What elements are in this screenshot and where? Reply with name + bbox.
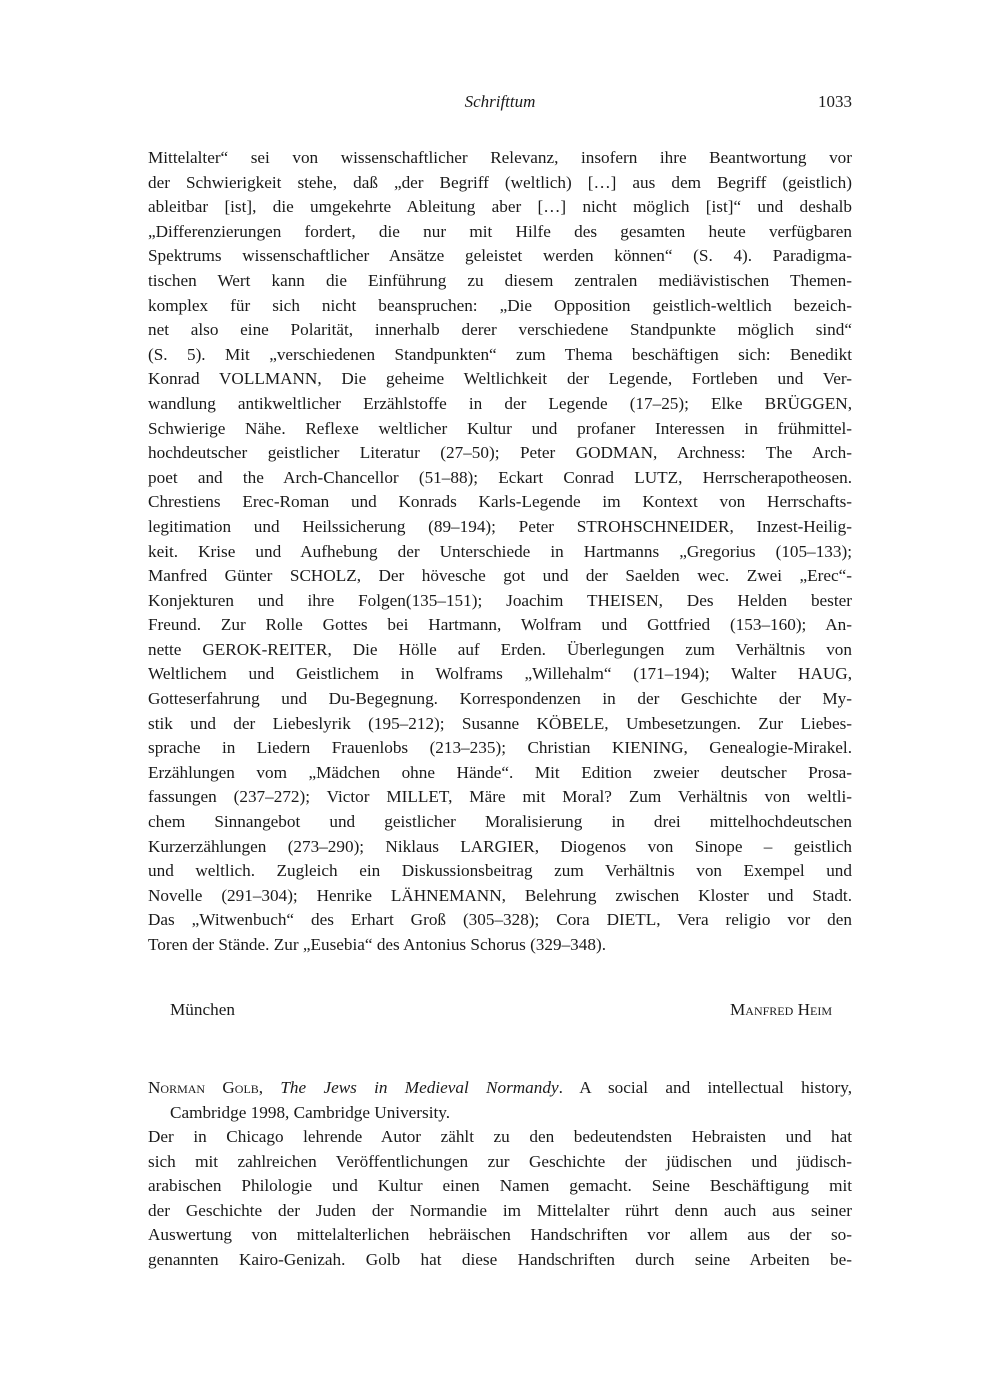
review-2-heading-rest: . A social and intellectual history, [558,1078,852,1097]
text-line: stik und der Liebeslyrik (195–212); Susanne KÖBELE, Umbesetzungen. Zur Liebes- [148,713,852,733]
review-2-book-title: The Jews in Medieval Normandy [280,1078,559,1097]
text-line: hochdeutscher geistlicher Literatur (27–50); Peter GODMAN, Archness: The Arch- [148,443,852,463]
text-line: wandlung antikweltlicher Erzählstoffe in der Legende (17–25); Elke BRÜGGEN, [148,393,852,413]
text-line: Kurzerzählungen (273–290); Niklaus LARGIER, Diogenos von Sinope – geistlich [148,836,852,856]
review-1-signoff [148,1000,852,1026]
running-header [148,92,852,122]
text-line: Chrestiens Erec-Roman und Konrads Karls-Legende im Kontext von Herrschafts- [148,492,852,512]
text-line: Weltlichem und Geistlichem in Wolframs „Willehalm“ (171–194); Walter HAUG, [148,664,852,684]
review-2-body [148,1125,852,1273]
text-line: komplex für sich nicht beanspruchen: „Die Opposition geistlich-weltlich bezeich- [148,295,852,315]
text-line: keit. Krise und Aufhebung der Unterschiede in Hartmanns „Gregorius (105–133); [148,541,852,561]
running-title: Schrifttum [464,92,536,111]
page-number: 1033 [818,92,852,111]
review-1-reviewer: Manfred Heim [730,1000,832,1019]
text-line: Toren der Stände. Zur „Eusebia“ des Antonius Schorus (329–348). [148,935,606,954]
review-2-heading [148,1076,852,1125]
text-line: fassungen (237–272); Victor MILLET, Märe mit Moral? Zum Verhältnis von weltli- [148,787,852,807]
text-line: und weltlich. Zugleich ein Diskussionsbeitrag zum Verhältnis von Exempel und [148,861,852,881]
text-line: „Differenzierungen fordert, die nur mit Hilfe des gesamten heute verfügbaren [148,221,852,241]
review-1-place: München [170,1000,235,1019]
text-line: Schwierige Nähe. Reflexe weltlicher Kultur und profaner Interessen in frühmittel- [148,418,852,438]
text-line: Auswertung von mittelalterlichen hebräischen Handschriften vor allem aus der so- [148,1225,852,1245]
review-2-author: Norman Golb [148,1078,259,1097]
text-line: chem Sinnangebot und geistlicher Moralisierung in drei mittelhochdeutschen [148,812,852,832]
text-line: Der in Chicago lehrende Autor zählt zu den bedeutendsten Hebraisten und hat [148,1127,852,1146]
text-line: Das „Witwenbuch“ des Erhart Groß (305–328); Cora DIETL, Vera religio vor den [148,910,852,930]
review-2-heading-line-2: Cambridge 1998, Cambridge University. [170,1102,451,1122]
text-line: poet and the Arch-Chancellor (51–88); Eckart Conrad LUTZ, Herrscherapotheosen. [148,467,852,487]
text-line: tischen Wert kann die Einführung zu diesem zentralen mediävistischen Themen- [148,270,852,290]
text-line: der Schwierigkeit stehe, daß „der Begriff (weltlich) […] aus dem Begriff (geistlich) [148,172,852,192]
text-line: Mittelalter“ sei von wissenschaftlicher Relevanz, insofern ihre Beantwortung vor [148,148,852,167]
text-line: Freund. Zur Rolle Gottes bei Hartmann, Wolfram und Gottfried (153–160); An- [148,615,852,635]
text-line: legitimation und Heilssicherung (89–194); Peter STROHSCHNEIDER, Inzest-Heilig- [148,516,852,536]
text-line: Konrad VOLLMANN, Die geheime Weltlichkeit der Legende, Fortleben und Ver- [148,369,852,389]
text-line: ableitbar [ist], die umgekehrte Ableitung aber […] nicht möglich [ist]“ und deshalb [148,197,852,217]
text-line: sich mit zahlreichen Veröffentlichungen zur Geschichte der jüdischen und jüdisch- [148,1151,852,1171]
text-line: (S. 5). Mit „verschiedenen Standpunkten“ zum Thema beschäftigen sich: Benedikt [148,344,852,364]
text-line: Gotteserfahrung und Du-Begegnung. Korrespondenzen in der Geschichte der My- [148,689,852,709]
text-line: arabischen Philologie und Kultur einen Namen gemacht. Seine Beschäftigung mit [148,1176,852,1196]
review-1-body [148,146,852,958]
text-line: der Geschichte der Juden der Normandie im Mittelalter rührt denn auch aus seiner [148,1200,852,1220]
review-2-heading-line-1: Norman Golb, The Jews in Medieval Normandy. A social and intellectual history, [148,1078,852,1097]
text-line: Erzählungen vom „Mädchen ohne Hände“. Mit Edition zweier deutscher Prosa- [148,762,852,782]
text-line: nette GEROK-REITER, Die Hölle auf Erden. Überlegungen zum Verhältnis von [148,639,852,659]
text-line: sprache in Liedern Frauenlobs (213–235); Christian KIENING, Genealogie-Mirakel. [148,738,852,758]
text-line: Novelle (291–304); Henrike LÄHNEMANN, Belehrung zwischen Kloster und Stadt. [148,885,852,905]
text-line: Konjekturen und ihre Folgen(135–151); Joachim THEISEN, Des Helden bester [148,590,852,610]
text-line: Manfred Günter SCHOLZ, Der hövesche got und der Saelden wec. Zwei „Erec“- [148,566,852,586]
text-line: net also eine Polarität, innerhalb derer verschiedene Standpunkte möglich sind“ [148,320,852,340]
text-line: genannten Kairo-Genizah. Golb hat diese Handschriften durch seine Arbeiten be- [148,1249,852,1269]
text-line: Spektrums wissenschaftlicher Ansätze geleistet werden können“ (S. 4). Paradigma- [148,246,852,266]
